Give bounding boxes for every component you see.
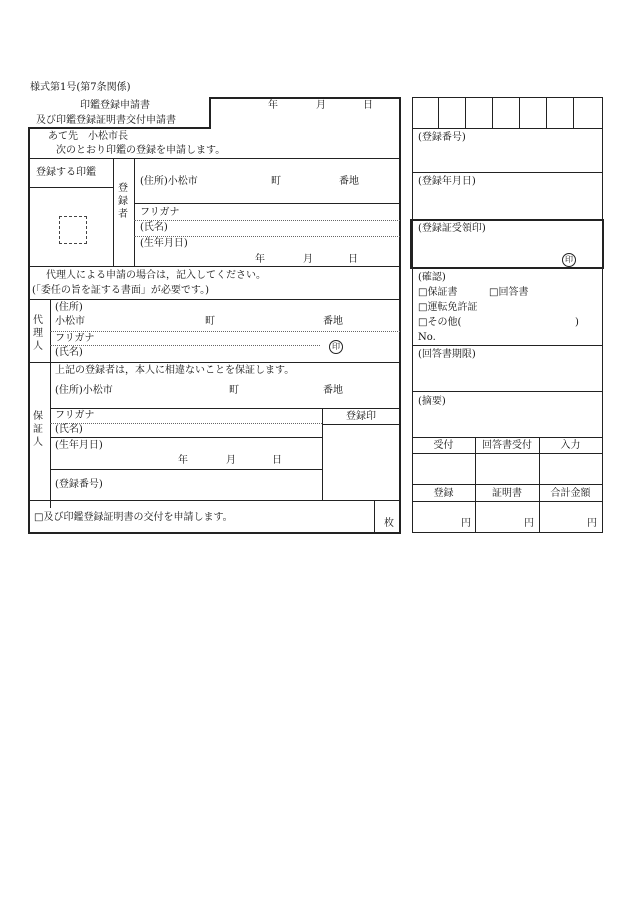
yen-certificate: 円 [524,518,534,529]
guarantor-seal-label: 登録印 [346,411,376,422]
agent-side-label: 代理人 [33,315,43,352]
yen-registration: 円 [461,518,471,529]
col-registration: 登録 [433,488,454,499]
col-certificate: 証明書 [492,488,522,499]
guarantor-day: 日 [272,455,282,466]
seal-stamp-area [59,216,87,244]
guarantor-furigana: フリガナ [55,410,95,421]
agent-seal-mark: 印 [329,340,343,354]
address-to: あて先 小松市長 [48,131,128,142]
agent-name-label: (氏名) [55,347,83,358]
agent-note: 代理人による申請の場合は，記入してください。 [46,270,266,281]
registrant-month: 月 [303,254,313,265]
reply-deadline-label: (回答書期限) [418,349,476,360]
yen-total: 円 [587,518,597,529]
agent-document-note: (「委任の旨を証する書面」が必要です。) [32,285,210,296]
col-total-amount: 合計金額 [550,488,591,499]
header-year: 年 [268,100,278,111]
certificate-request-checkbox[interactable]: □及び印鑑登録証明書の交付を申請します。 [34,512,233,523]
agent-address-label: (住所) [55,302,83,313]
agent-city: 小松市 [55,316,85,327]
confirm-reply-checkbox[interactable]: □回答書 [489,287,529,298]
card-receipt-seal: 印 [562,253,576,267]
agent-town: 町 [205,316,215,327]
guarantor-address-label: (住所)小松市 [55,385,113,396]
registrant-address-label: (住所)小松市 [140,176,198,187]
guarantor-town: 町 [229,385,239,396]
office-reg-number-label: (登録番号) [418,132,466,143]
confirm-license-checkbox[interactable]: □運転免許証 [418,302,478,313]
title-line1: 印鑑登録申請書 [80,100,150,111]
registrant-banchi: 番地 [339,176,359,187]
seal-to-register-label: 登録する印鑑 [36,167,96,178]
header-day: 日 [363,100,373,111]
certificate-count-unit: 枚 [384,518,394,529]
confirm-guarantee-checkbox[interactable]: □保証書 [418,287,458,298]
guarantor-reg-number-label: (登録番号) [55,479,103,490]
col-input: 入力 [560,440,581,451]
registrant-town: 町 [271,176,281,187]
header-month: 月 [316,100,326,111]
confirm-other-close: ) [575,317,579,328]
guarantor-month: 月 [226,455,236,466]
registrant-day: 日 [348,254,358,265]
summary-label: (摘要) [418,396,446,407]
confirm-label: (確認) [418,272,446,283]
registrant-year: 年 [255,254,265,265]
agent-furigana: フリガナ [55,333,95,344]
guarantor-side-label: 保証人 [33,411,43,448]
col-reception: 受付 [433,440,454,451]
col-reply-reception: 回答書受付 [482,440,532,451]
confirm-other-checkbox[interactable]: □その他( [418,317,462,328]
title-line2: 及び印鑑登録証明書交付申請書 [36,115,176,126]
card-receipt-label: (登録証受領印) [418,223,486,234]
guarantor-statement: 上記の登録者は，本人に相違ないことを保証します。 [55,365,295,376]
registrant-side-label: 登録者 [118,183,128,220]
registrant-birth-label: (生年月日) [140,238,188,249]
guarantor-name-label: (氏名) [55,424,83,435]
guarantor-banchi: 番地 [323,385,343,396]
registrant-name-label: (氏名) [140,222,168,233]
guarantor-year: 年 [178,455,188,466]
registrant-furigana: フリガナ [140,207,180,218]
confirm-number-label: No. [418,332,436,343]
guarantor-birth-label: (生年月日) [55,440,103,451]
request-statement: 次のとおり印鑑の登録を申請します。 [56,145,226,156]
office-reg-date-label: (登録年月日) [418,176,476,187]
form-number: 様式第1号(第7条関係) [30,82,131,93]
agent-banchi: 番地 [323,316,343,327]
